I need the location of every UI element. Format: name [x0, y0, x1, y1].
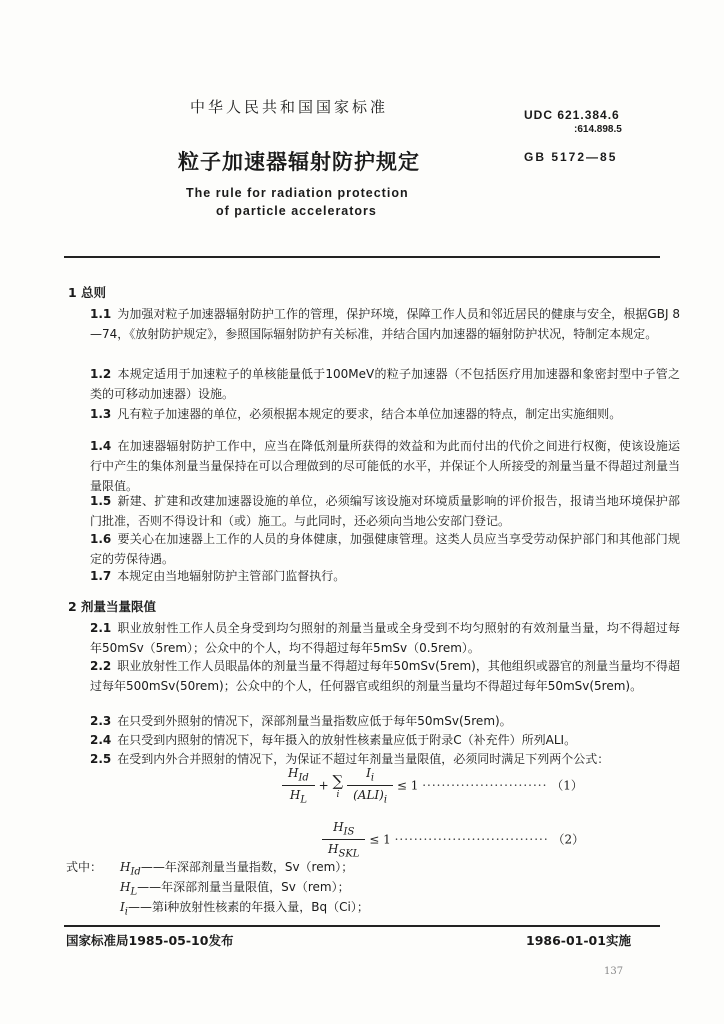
clause-1-7 [66, 566, 680, 586]
english-title-line2: of particle accelerators [216, 204, 377, 218]
formula-2-leader: ································ [394, 832, 549, 847]
symbol-note: $H_L——$年深部剂量当量限值，Sv（rem）； [120, 880, 350, 898]
formula-2 [322, 820, 642, 860]
gb-standard-number: GB 5172—85 [524, 150, 618, 164]
formula-1-relation: ≤ 1 [396, 778, 419, 793]
clause-text: 本规定由当地辐射防护主管部门监督执行。 [117, 569, 346, 583]
document-title: 粒子加速器辐射防护规定 [178, 150, 420, 174]
formula-2-fraction: $\frac{H_{IS}}{H_{SKL}}$ [322, 820, 365, 860]
clause-text: 在只受到外照射的情况下，深部剂量当量指数应低于每年50mSv(5rem)。 [117, 714, 512, 728]
clause-number: 2.4 [90, 733, 112, 747]
clause-text: 在加速器辐射防护工作中，应当在降低剂量所获得的效益和为此而付出的代价之间进行权衡，使该设施运行中产生的集体剂量当量保持在可以合理做到的尽可能低的水平，并保证个人所接受的剂量当量不得超过剂量当量限值。 [90, 439, 680, 493]
formula-1-label: （1） [551, 778, 583, 793]
footer-divider [64, 925, 660, 927]
issue-date: 国家标准局1985-05-10发布 [66, 933, 234, 948]
clause-number: 1.4 [90, 439, 112, 453]
clause-number: 2.2 [90, 659, 112, 673]
clause-text: 在受到内外合并照射的情况下，为保证不超过年剂量当量限值，必须同时满足下列两个公式： [117, 752, 610, 766]
clause-text: 要关心在加速器上工作的人员的身体健康，加强健康管理。这类人员应当享受劳动保护部门和其他部门规定的劳保待遇。 [90, 532, 680, 566]
clause-number: 1.3 [90, 407, 112, 421]
clause-number: 2.1 [90, 621, 112, 635]
section-1-heading: 1 总则 [68, 285, 107, 300]
clause-text: 新建、扩建和改建加速器设施的单位，必须编写该设施对环境质量影响的评价报告，报请当地环境保护部门批准，否则不得设计和（或）施工。与此同时，还必须向当地公安部门登记。 [90, 494, 680, 528]
section-2-heading: 2 剂量当量限值 [68, 599, 157, 614]
clause-number: 1.7 [90, 569, 112, 583]
clause-2-1 [66, 618, 680, 658]
formula-1-fraction-b: $\frac{I_i}{(ALI)_i}$ [347, 766, 393, 806]
issuing-organization: 中华人民共和国国家标准 [190, 98, 389, 116]
formula-2-label: （2） [552, 832, 585, 847]
formula-1 [282, 766, 642, 806]
page-number: 137 [604, 966, 624, 977]
clause-1-6 [66, 529, 680, 569]
clause-text: 本规定适用于加速粒子的单核能量低于100MeV的粒子加速器（不包括医疗用加速器和象密封型中子管之类的可移动加速器）设施。 [90, 367, 680, 401]
clause-number: 2.3 [90, 714, 112, 728]
formula-1-fraction-a: $\frac{H_{Id}}{H_L}$ [282, 766, 315, 806]
clause-text: 凡有粒子加速器的单位，必须根据本规定的要求，结合本单位加速器的特点，制定出实施细则。 [117, 407, 622, 421]
clause-2-3 [66, 711, 680, 731]
english-title-line1: The rule for radiation protection [186, 186, 409, 200]
udc-code: UDC 621.384.6 [524, 108, 620, 122]
formula-1-sum: ∑ i [332, 771, 344, 800]
clause-1-4 [66, 436, 680, 496]
clause-text: 在只受到内照射的情况下，每年摄入的放射性核素量应低于附录C（补充件）所列ALI。 [117, 733, 577, 747]
effective-date: 1986-01-01实施 [526, 933, 631, 948]
clause-text: 职业放射性工作人员眼晶体的剂量当量不得超过每年50mSv(5rem)，其他组织或器官的剂量当量均不得超过每年500mSv(50rem)；公众中的个人，任何器官或组织的剂量当量均不得超过每年50mSv(5rem)。 [90, 659, 680, 693]
clause-text: 职业放射性工作人员全身受到均匀照射的剂量当量或全身受到不均匀照射的有效剂量当量，均不得超过每年50mSv（5rem）；公众中的个人，均不得超过每年5mSv（0.5rem）。 [90, 621, 680, 655]
clause-number: 1.1 [90, 307, 112, 321]
clause-1-1 [66, 304, 680, 344]
clause-2-2 [66, 656, 680, 696]
symbol-notes-intro: 式中： [66, 860, 103, 874]
clause-text: 为加强对粒子加速器辐射防护工作的管理，保护环境，保障工作人员和邻近居民的健康与安全，根据GBJ 8—74，《放射防护规定》，参照国际辐射防护有关标准，并结合国内加速器的辐射防护状况，特制定本规定。 [90, 307, 680, 341]
header-divider [64, 256, 660, 258]
clause-1-5 [66, 491, 680, 531]
clause-2-4 [66, 730, 680, 750]
clause-1-2 [66, 364, 680, 404]
symbol-note: $I_i——$第i种放射性核素的年摄入量，Bq（Ci）； [120, 900, 369, 918]
formula-1-plus: + [318, 778, 329, 793]
clause-number: 1.6 [90, 532, 112, 546]
symbol-note: $H_{Id}——$年深部剂量当量指数，Sv（rem）； [120, 860, 354, 878]
clause-number: 2.5 [90, 752, 112, 766]
clause-1-3 [66, 404, 680, 424]
formula-1-leader: ·························· [422, 778, 548, 793]
clause-number: 1.2 [90, 367, 112, 381]
formula-2-relation: ≤ 1 [369, 832, 391, 847]
clause-number: 1.5 [90, 494, 112, 508]
udc-code-continued: :614.898.5 [574, 124, 622, 135]
